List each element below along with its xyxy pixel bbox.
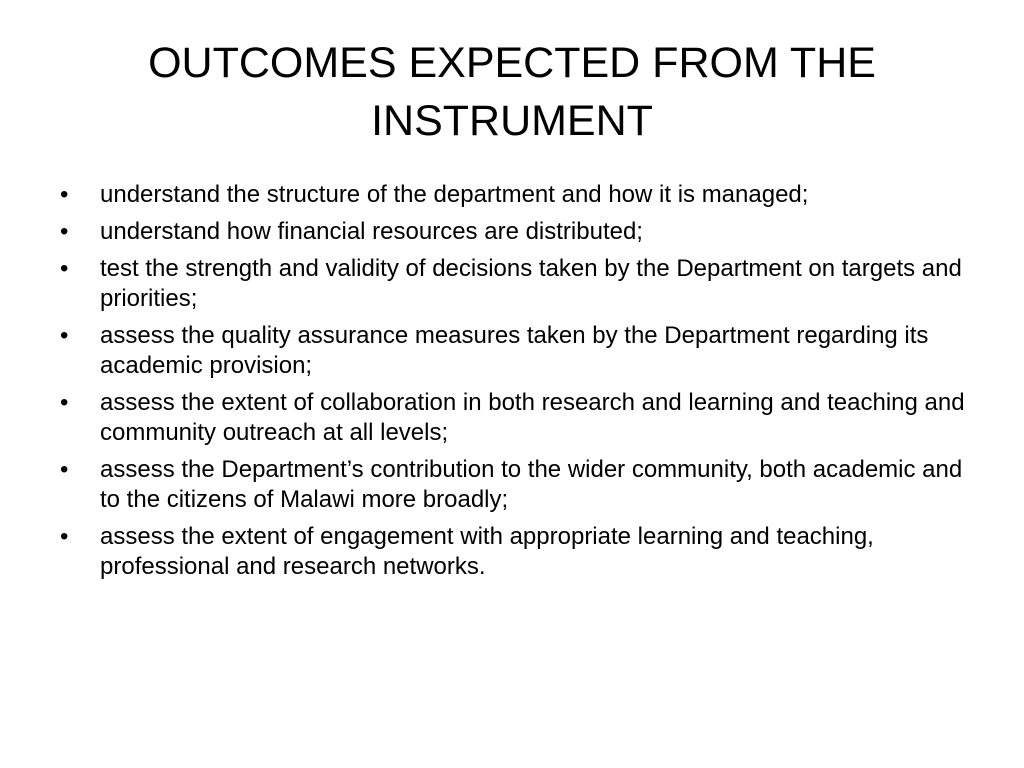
bullet-icon: • (60, 181, 69, 208)
bullet-text: assess the Department’s contribution to the wider community, both academic and to the citizens of Malawi more broadly; (100, 456, 963, 513)
bullet-icon: • (60, 456, 69, 483)
bullet-icon: • (60, 389, 69, 416)
bullet-item (56, 180, 976, 210)
bullet-text: understand the structure of the department and how it is managed; (100, 181, 809, 208)
bullet-item (56, 455, 976, 515)
bullet-text: understand how financial resources are distributed; (100, 218, 643, 245)
bullet-item (56, 217, 976, 247)
bullet-text: assess the extent of collaboration in both research and learning and teaching and community outreach at all levels; (100, 389, 965, 446)
bullet-list (56, 180, 976, 589)
bullet-item (56, 522, 976, 582)
bullet-icon: • (60, 523, 69, 550)
bullet-text: test the strength and validity of decisions taken by the Department on targets and priorities; (100, 255, 962, 312)
bullet-icon: • (60, 255, 69, 282)
bullet-item (56, 388, 976, 448)
bullet-item (56, 321, 976, 381)
bullet-item (56, 254, 976, 314)
bullet-icon: • (60, 218, 69, 245)
bullet-icon: • (60, 322, 69, 349)
bullet-text: assess the quality assurance measures taken by the Department regarding its academic provision; (100, 322, 929, 379)
bullet-text: assess the extent of engagement with appropriate learning and teaching, professional and research networks. (100, 523, 874, 580)
slide-title: OUTCOMES EXPECTED FROM THE INSTRUMENT (148, 39, 876, 145)
